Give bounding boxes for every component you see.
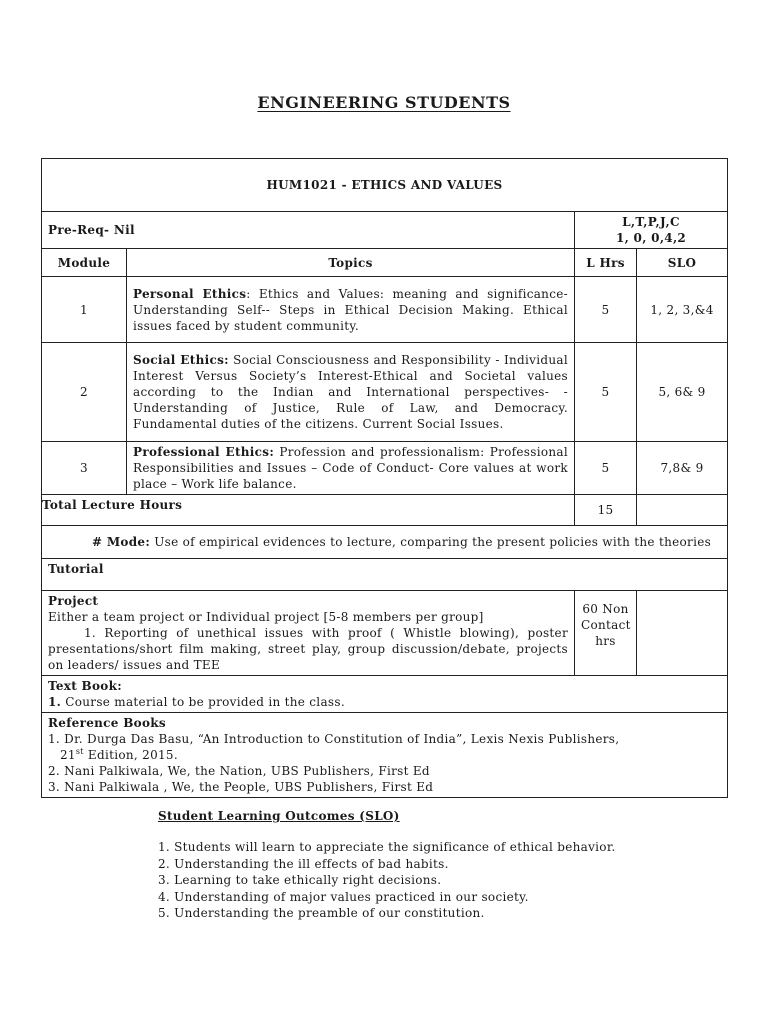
slo-item: 2. Understanding the ill effects of bad habits. — [158, 856, 449, 871]
module-row — [42, 343, 728, 442]
module-heading: Professional Ethics: — [133, 445, 275, 459]
reference-item-2: 2. Nani Palkiwala, We, the Nation, UBS Publishers, First Ed — [48, 764, 430, 778]
edition-number: 21 — [60, 748, 76, 762]
textbook-item-number: 1. — [48, 695, 62, 709]
textbook-item-text: Course material to be provided in the class. — [61, 695, 345, 709]
col-module: Module — [42, 249, 127, 277]
module-row — [42, 277, 728, 343]
slo-item: 4. Understanding of major values practiced in our society. — [158, 889, 529, 904]
slo-item: 5. Understanding the preamble of our constitution. — [158, 906, 485, 920]
project-line2: 1. Reporting of unethical issues with proof ( Whistle blowing), poster presentations/short film making, street play, group discussion/debate, projects on leaders/ issues and TEE — [48, 626, 568, 672]
col-slo: SLO — [637, 249, 728, 277]
module-number: 2 — [42, 343, 127, 442]
module-hours: 5 — [575, 277, 637, 343]
edition-rest: Edition, 2015. — [83, 748, 178, 762]
module-row — [42, 442, 728, 495]
module-text: : Ethics and Values: meaning and significance- Understanding Self-- Steps in Ethical Decision Making. Ethical issues faced by student community. — [133, 286, 568, 333]
project-cell — [42, 591, 575, 676]
project-label: Project — [48, 594, 99, 608]
edition-suffix: st — [75, 747, 84, 756]
project-row — [42, 591, 728, 676]
project-slo-empty — [637, 591, 728, 676]
tutorial-label: Tutorial — [42, 559, 728, 591]
course-title: HUM1021 - ETHICS AND VALUES — [42, 159, 728, 212]
slo-section — [158, 809, 718, 922]
module-topics — [127, 277, 575, 343]
slo-heading: Student Learning Outcomes (SLO) — [158, 809, 400, 823]
module-hours: 5 — [575, 343, 637, 442]
mode-row — [42, 526, 728, 559]
col-topics: Topics — [127, 249, 575, 277]
total-label: Total Lecture Hours — [42, 495, 575, 526]
ltpjc-value: 1, 0, 0,4,2 — [615, 231, 687, 245]
total-row — [42, 495, 728, 526]
slo-item: 3. Learning to take ethically right decisions. — [158, 873, 442, 887]
syllabus-table — [41, 158, 728, 798]
reference-item-1: 1. Dr. Durga Das Basu, “An Introduction to Constitution of India”, Lexis Nexis Publishers, — [48, 732, 620, 746]
module-heading: Personal Ethics — [133, 286, 247, 301]
module-number: 3 — [42, 442, 127, 495]
total-slo-empty — [637, 495, 728, 526]
project-line1: Either a team project or Individual project [5-8 members per group] — [48, 610, 484, 624]
prereq-row — [42, 212, 728, 249]
project-hours: 60 Non Contact hrs — [575, 591, 637, 676]
module-heading: Social Ethics: — [133, 353, 229, 367]
module-slo: 7,8& 9 — [637, 442, 728, 495]
col-lhrs: L Hrs — [575, 249, 637, 277]
tutorial-row — [42, 559, 728, 591]
ltpjc-label: L,T,P,J,C — [622, 215, 680, 229]
slo-item: 1. Students will learn to appreciate the significance of ethical behavior. — [158, 840, 616, 854]
module-topics — [127, 442, 575, 495]
references-cell — [42, 713, 728, 798]
textbook-row — [42, 676, 728, 713]
module-hours: 5 — [575, 442, 637, 495]
module-slo: 5, 6& 9 — [637, 343, 728, 442]
course-title-row — [42, 159, 728, 212]
references-row — [42, 713, 728, 798]
column-header-row — [42, 249, 728, 277]
mode-label: # Mode: — [92, 535, 151, 549]
textbook-cell — [42, 676, 728, 713]
module-slo: 1, 2, 3,&4 — [637, 277, 728, 343]
references-label: Reference Books — [48, 716, 166, 730]
project-line2-wrap — [48, 625, 568, 673]
mode-text: Use of empirical evidences to lecture, comparing the present policies with the theories — [150, 535, 712, 549]
module-topics — [127, 343, 575, 442]
ltpjc-cell — [575, 212, 728, 249]
module-number: 1 — [42, 277, 127, 343]
textbook-item — [48, 694, 721, 710]
reference-item-1-cont — [48, 747, 721, 763]
module-text: Social Consciousness and Responsibility - Individual Interest Versus Society’s Interest-Ethical and Societal values according to the Indian and International perspectives- -Understanding of Justice, Rule of Law, and Democracy. Fundamental duties of the citizens. Current Social Issues. — [133, 353, 568, 431]
textbook-label: Text Book: — [48, 679, 122, 693]
module-text: Profession and professionalism: Professional Responsibilities and Issues – Code of Conduct- Core values at work place – Work life balance. — [133, 445, 569, 491]
prereq: Pre-Req- Nil — [42, 212, 575, 249]
reference-item-3: 3. Nani Palkiwala , We, the People, UBS Publishers, First Ed — [48, 780, 434, 794]
total-hours: 15 — [575, 495, 637, 526]
mode-cell — [42, 526, 728, 559]
page-title: ENGINEERING STUDENTS — [257, 93, 511, 112]
